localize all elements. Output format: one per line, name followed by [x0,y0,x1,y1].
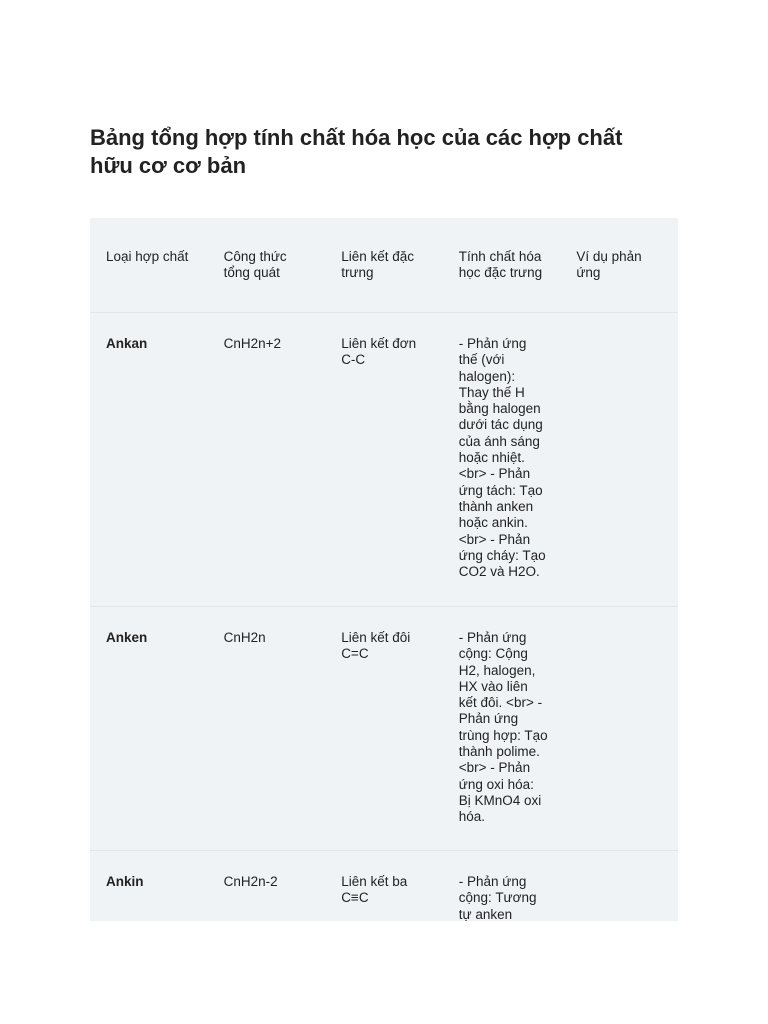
properties-table-container [90,218,678,921]
properties-cell: - Phản ứng cộng: Cộng H2, halogen, HX vào liên kết đôi. <br> - Phản ứng trùng hợp: Tạo thành polime. <br> - Phản ứng oxi hóa: Bị KMnO4 oxi hóa. [458,630,548,825]
formula-cell: CnH2n+2 [223,336,282,351]
example-cell [560,607,678,851]
header-reaction-example: Ví dụ phản ứng [576,249,642,281]
compound-name-cell: Ankan [106,336,148,351]
header-characteristic-bond: Liên kết đặc trưng [341,249,414,281]
header-general-formula: Công thức tổng quát [223,249,287,281]
header-compound-type: Loại hợp chất [106,249,189,264]
table-row [90,851,678,922]
header-chemical-properties: Tính chất hóa học đặc trưng [458,249,543,281]
bond-cell: Liên kết đơn C-C [341,336,417,368]
properties-cell: - Phản ứng thế (với halogen): Thay thế H bằng halogen dưới tác dụng của ánh sáng hoặc nhiệt. <br> - Phản ứng tách: Tạo thành anken hoặc ankin. <br> - Phản ứng cháy: Tạo CO2 và H2O. [458,336,546,580]
compound-name-cell: Ankin [106,874,144,889]
properties-table [90,218,678,921]
bond-cell: Liên kết đôi C=C [341,630,411,662]
compound-name-cell: Anken [106,630,148,645]
table-header-row [90,218,678,313]
table-row [90,607,678,851]
table-row [90,313,678,607]
page-title: Bảng tổng hợp tính chất hóa học của các hợp chất hữu cơ cơ bản [90,125,623,178]
example-cell [560,851,678,922]
example-cell [560,313,678,607]
properties-cell: - Phản ứng cộng: Tương tự anken [458,874,537,921]
formula-cell: CnH2n [223,630,266,645]
formula-cell: CnH2n-2 [223,874,278,889]
bond-cell: Liên kết ba C≡C [341,874,408,906]
